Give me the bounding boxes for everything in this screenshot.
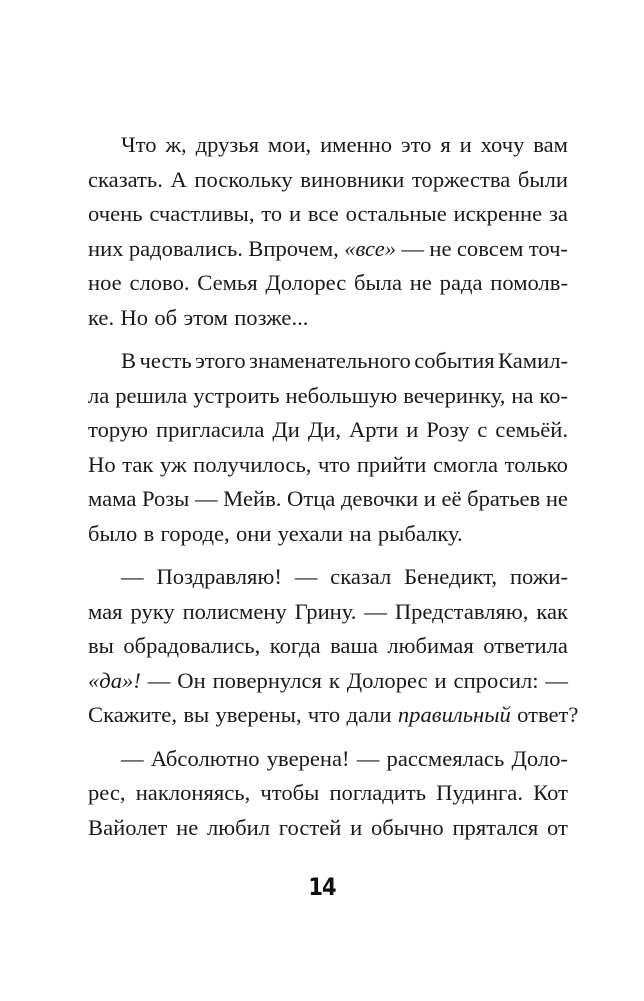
text-line: — Абсолютно уверена! — рассмеялась Доло- <box>121 745 568 771</box>
text-line: мая руку полисмену Грину. — Представляю, как <box>88 598 568 624</box>
text-line: рес, наклоняясь, чтобы погладить Пудинга. Кот <box>88 780 568 805</box>
text-line: торую пригласила Ди Ди, Арти и Розу с семьёй. <box>88 417 568 442</box>
text-line: ке. Но об этом позже... <box>88 304 309 330</box>
text-line: В честь этого знаменательного события Камил- <box>121 348 568 373</box>
text-line: Скажите, вы уверены, что дали правильный ответ? <box>88 702 579 727</box>
text-line: мама Розы — Мейв. Отца девочки и её братьев не <box>88 486 568 511</box>
page-number: 14 <box>308 873 336 901</box>
text-line: Что ж, друзья мои, именно это я и хочу вам <box>121 132 568 157</box>
text-line: очень счастливы, то и все остальные искренне за <box>88 201 568 226</box>
paragraph-gap <box>88 551 568 560</box>
text-line: ное слово. Семья Долорес была не рада помолв- <box>88 270 568 295</box>
paragraph <box>88 560 579 733</box>
text-line: вы обрадовались, когда ваша любимая ответила <box>88 633 568 658</box>
paragraph-gap <box>88 733 568 742</box>
paragraph <box>88 742 568 846</box>
text-line: Но так уж получилось, что прийти смогла только <box>88 451 568 477</box>
text-line: было в городе, они уехали на рыбалку. <box>88 520 463 546</box>
text-line: ла решила устроить небольшую вечеринку, на ко- <box>88 382 568 408</box>
text-line: Вайолет не любил гостей и обычно прятался от <box>88 814 568 840</box>
body-text <box>88 128 579 845</box>
paragraph <box>88 128 568 335</box>
text-line: «да»! — Он повернулся к Долорес и спросил: — <box>88 667 568 693</box>
text-line: них радовались. Впрочем, «все» — не совсем точ- <box>88 235 568 261</box>
text-line: — Поздравляю! — сказал Бенедикт, пожи- <box>121 564 568 589</box>
paragraph-gap <box>88 335 568 344</box>
paragraph <box>88 344 568 551</box>
text-line: сказать. А поскольку виновники торжества были <box>88 166 568 192</box>
